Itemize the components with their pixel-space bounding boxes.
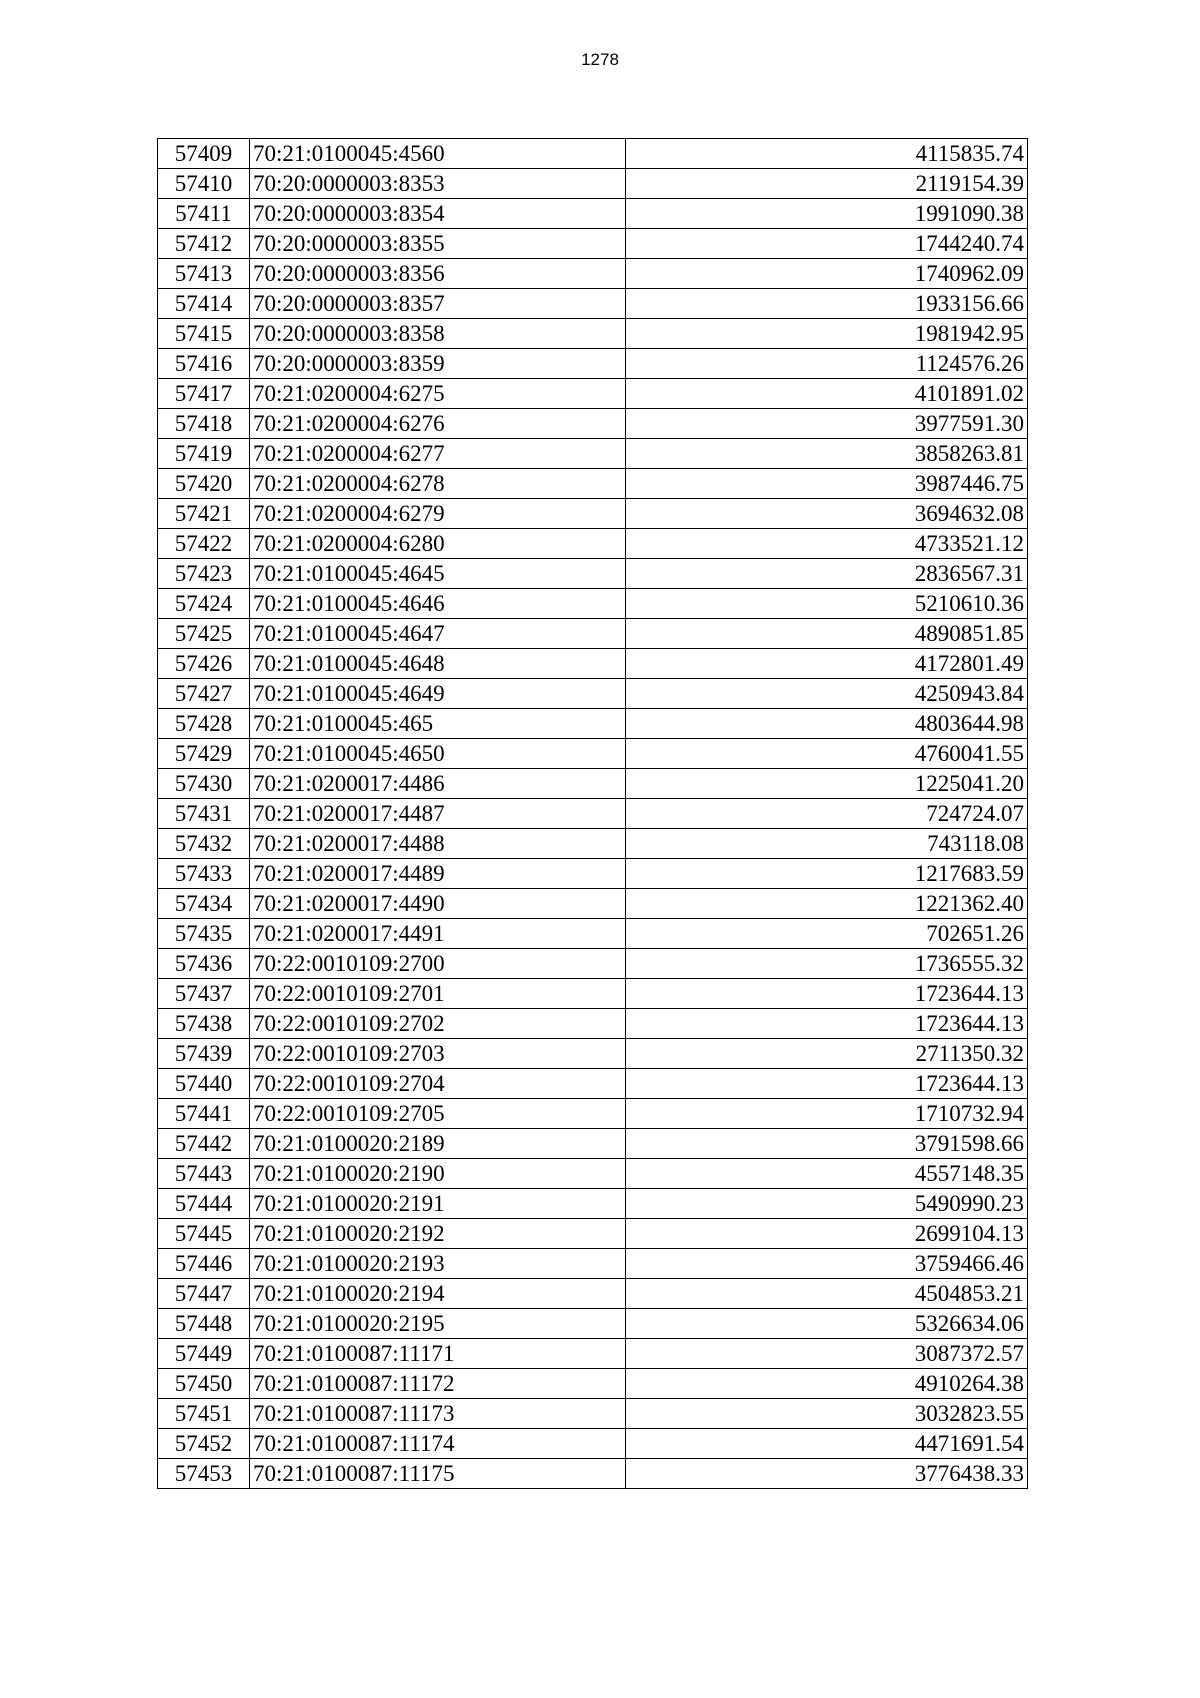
cadastral-value-cell: 702651.26 — [626, 919, 1028, 949]
cadastral-number-cell: 70:21:0100087:11171 — [250, 1339, 626, 1369]
table-row — [158, 1129, 1028, 1159]
row-number-cell: 57439 — [158, 1039, 250, 1069]
cadastral-number-cell: 70:20:0000003:8358 — [250, 319, 626, 349]
row-number-cell: 57430 — [158, 769, 250, 799]
table-row — [158, 589, 1028, 619]
cadastral-number-cell: 70:21:0200017:4490 — [250, 889, 626, 919]
row-number-cell: 57440 — [158, 1069, 250, 1099]
row-number-cell: 57438 — [158, 1009, 250, 1039]
table-row — [158, 709, 1028, 739]
cadastral-value-cell: 5210610.36 — [626, 589, 1028, 619]
table-row — [158, 1429, 1028, 1459]
table-row — [158, 1099, 1028, 1129]
table-row — [158, 1159, 1028, 1189]
cadastral-number-cell: 70:21:0100045:4646 — [250, 589, 626, 619]
row-number-cell: 57414 — [158, 289, 250, 319]
cadastral-value-cell: 3759466.46 — [626, 1249, 1028, 1279]
cadastral-number-cell: 70:21:0100020:2195 — [250, 1309, 626, 1339]
row-number-cell: 57426 — [158, 649, 250, 679]
cadastral-value-cell: 1225041.20 — [626, 769, 1028, 799]
row-number-cell: 57411 — [158, 199, 250, 229]
cadastral-value-cell: 3032823.55 — [626, 1399, 1028, 1429]
row-number-cell: 57448 — [158, 1309, 250, 1339]
cadastral-value-cell: 4504853.21 — [626, 1279, 1028, 1309]
row-number-cell: 57449 — [158, 1339, 250, 1369]
cadastral-value-cell: 3791598.66 — [626, 1129, 1028, 1159]
row-number-cell: 57417 — [158, 379, 250, 409]
row-number-cell: 57433 — [158, 859, 250, 889]
row-number-cell: 57453 — [158, 1459, 250, 1489]
table-row — [158, 319, 1028, 349]
row-number-cell: 57427 — [158, 679, 250, 709]
cadastral-value-cell: 5326634.06 — [626, 1309, 1028, 1339]
cadastral-value-cell: 1981942.95 — [626, 319, 1028, 349]
cadastral-number-cell: 70:22:0010109:2704 — [250, 1069, 626, 1099]
row-number-cell: 57420 — [158, 469, 250, 499]
cadastral-number-cell: 70:20:0000003:8354 — [250, 199, 626, 229]
cadastral-value-cell: 3776438.33 — [626, 1459, 1028, 1489]
table-row — [158, 439, 1028, 469]
cadastral-value-cell: 1736555.32 — [626, 949, 1028, 979]
cadastral-number-cell: 70:22:0010109:2703 — [250, 1039, 626, 1069]
cadastral-value-cell: 2699104.13 — [626, 1219, 1028, 1249]
cadastral-number-cell: 70:21:0100020:2194 — [250, 1279, 626, 1309]
cadastral-number-cell: 70:21:0100020:2189 — [250, 1129, 626, 1159]
row-number-cell: 57450 — [158, 1369, 250, 1399]
cadastral-number-cell: 70:21:0100087:11172 — [250, 1369, 626, 1399]
row-number-cell: 57432 — [158, 829, 250, 859]
cadastral-number-cell: 70:21:0100045:4650 — [250, 739, 626, 769]
table-row — [158, 199, 1028, 229]
table-row — [158, 859, 1028, 889]
cadastral-number-cell: 70:21:0100020:2192 — [250, 1219, 626, 1249]
row-number-cell: 57421 — [158, 499, 250, 529]
row-number-cell: 57412 — [158, 229, 250, 259]
cadastral-value-cell: 1124576.26 — [626, 349, 1028, 379]
cadastral-number-cell: 70:21:0100087:11175 — [250, 1459, 626, 1489]
cadastral-number-cell: 70:20:0000003:8359 — [250, 349, 626, 379]
row-number-cell: 57451 — [158, 1399, 250, 1429]
cadastral-value-cell: 1723644.13 — [626, 1009, 1028, 1039]
table-row — [158, 559, 1028, 589]
cadastral-value-cell: 1723644.13 — [626, 979, 1028, 1009]
cadastral-value-cell: 1933156.66 — [626, 289, 1028, 319]
cadastral-value-cell: 1744240.74 — [626, 229, 1028, 259]
table-row — [158, 1009, 1028, 1039]
row-number-cell: 57435 — [158, 919, 250, 949]
row-number-cell: 57415 — [158, 319, 250, 349]
cadastral-number-cell: 70:21:0200004:6277 — [250, 439, 626, 469]
cadastral-value-cell: 4557148.35 — [626, 1159, 1028, 1189]
table-row — [158, 619, 1028, 649]
cadastral-value-cell: 4101891.02 — [626, 379, 1028, 409]
table-row — [158, 259, 1028, 289]
row-number-cell: 57452 — [158, 1429, 250, 1459]
cadastral-value-cell: 4250943.84 — [626, 679, 1028, 709]
cadastral-number-cell: 70:21:0200004:6278 — [250, 469, 626, 499]
table-row — [158, 799, 1028, 829]
cadastral-number-cell: 70:21:0200004:6280 — [250, 529, 626, 559]
row-number-cell: 57418 — [158, 409, 250, 439]
row-number-cell: 57441 — [158, 1099, 250, 1129]
cadastral-value-cell: 2836567.31 — [626, 559, 1028, 589]
table-row — [158, 529, 1028, 559]
cadastral-value-cell: 1723644.13 — [626, 1069, 1028, 1099]
row-number-cell: 57436 — [158, 949, 250, 979]
table-row — [158, 1249, 1028, 1279]
cadastral-value-cell: 1217683.59 — [626, 859, 1028, 889]
table-row — [158, 289, 1028, 319]
row-number-cell: 57419 — [158, 439, 250, 469]
cadastral-number-cell: 70:20:0000003:8353 — [250, 169, 626, 199]
row-number-cell: 57409 — [158, 139, 250, 169]
row-number-cell: 57413 — [158, 259, 250, 289]
cadastral-number-cell: 70:22:0010109:2702 — [250, 1009, 626, 1039]
table-row — [158, 229, 1028, 259]
table-row — [158, 469, 1028, 499]
cadastral-value-cell: 4760041.55 — [626, 739, 1028, 769]
cadastral-number-cell: 70:22:0010109:2705 — [250, 1099, 626, 1129]
row-number-cell: 57424 — [158, 589, 250, 619]
cadastral-value-cell: 2711350.32 — [626, 1039, 1028, 1069]
table-row — [158, 1279, 1028, 1309]
row-number-cell: 57416 — [158, 349, 250, 379]
table-row — [158, 379, 1028, 409]
row-number-cell: 57434 — [158, 889, 250, 919]
cadastral-number-cell: 70:21:0100087:11173 — [250, 1399, 626, 1429]
cadastral-number-cell: 70:21:0200017:4488 — [250, 829, 626, 859]
row-number-cell: 57446 — [158, 1249, 250, 1279]
cadastral-number-cell: 70:22:0010109:2701 — [250, 979, 626, 1009]
row-number-cell: 57410 — [158, 169, 250, 199]
cadastral-number-cell: 70:21:0100020:2193 — [250, 1249, 626, 1279]
table-row — [158, 889, 1028, 919]
cadastral-value-cell: 5490990.23 — [626, 1189, 1028, 1219]
cadastral-number-cell: 70:21:0100045:4645 — [250, 559, 626, 589]
table-row — [158, 919, 1028, 949]
cadastral-number-cell: 70:22:0010109:2700 — [250, 949, 626, 979]
cadastral-number-cell: 70:21:0200017:4491 — [250, 919, 626, 949]
cadastral-value-cell: 4115835.74 — [626, 139, 1028, 169]
row-number-cell: 57447 — [158, 1279, 250, 1309]
cadastral-number-cell: 70:21:0200004:6279 — [250, 499, 626, 529]
cadastral-number-cell: 70:21:0200004:6275 — [250, 379, 626, 409]
cadastral-number-cell: 70:21:0100020:2191 — [250, 1189, 626, 1219]
row-number-cell: 57428 — [158, 709, 250, 739]
cadastral-value-cell: 4890851.85 — [626, 619, 1028, 649]
cadastral-value-cell: 4910264.38 — [626, 1369, 1028, 1399]
table-row — [158, 349, 1028, 379]
row-number-cell: 57431 — [158, 799, 250, 829]
table-row — [158, 1459, 1028, 1489]
cadastral-number-cell: 70:21:0100045:4648 — [250, 649, 626, 679]
cadastral-number-cell: 70:20:0000003:8357 — [250, 289, 626, 319]
cadastral-value-cell: 3987446.75 — [626, 469, 1028, 499]
table-row — [158, 679, 1028, 709]
table-row — [158, 649, 1028, 679]
table-body — [158, 139, 1028, 1489]
cadastral-number-cell: 70:21:0100045:4649 — [250, 679, 626, 709]
row-number-cell: 57443 — [158, 1159, 250, 1189]
cadastral-value-cell: 4733521.12 — [626, 529, 1028, 559]
table-row — [158, 979, 1028, 1009]
table-row — [158, 139, 1028, 169]
row-number-cell: 57422 — [158, 529, 250, 559]
cadastral-value-table — [157, 138, 1028, 1489]
table-row — [158, 949, 1028, 979]
cadastral-value-cell: 3087372.57 — [626, 1339, 1028, 1369]
cadastral-number-cell: 70:21:0100045:465 — [250, 709, 626, 739]
cadastral-value-cell: 4471691.54 — [626, 1429, 1028, 1459]
row-number-cell: 57442 — [158, 1129, 250, 1159]
page-number: 1278 — [581, 50, 619, 69]
cadastral-value-cell: 1710732.94 — [626, 1099, 1028, 1129]
table-row — [158, 169, 1028, 199]
cadastral-value-cell: 743118.08 — [626, 829, 1028, 859]
cadastral-number-cell: 70:21:0200017:4489 — [250, 859, 626, 889]
row-number-cell: 57425 — [158, 619, 250, 649]
table-row — [158, 1189, 1028, 1219]
row-number-cell: 57444 — [158, 1189, 250, 1219]
cadastral-number-cell: 70:21:0100087:11174 — [250, 1429, 626, 1459]
cadastral-number-cell: 70:21:0200017:4487 — [250, 799, 626, 829]
cadastral-value-cell: 4172801.49 — [626, 649, 1028, 679]
cadastral-value-cell: 3977591.30 — [626, 409, 1028, 439]
cadastral-value-cell: 2119154.39 — [626, 169, 1028, 199]
table-row — [158, 1399, 1028, 1429]
cadastral-value-cell: 3858263.81 — [626, 439, 1028, 469]
cadastral-value-cell: 1221362.40 — [626, 889, 1028, 919]
table-row — [158, 829, 1028, 859]
row-number-cell: 57423 — [158, 559, 250, 589]
row-number-cell: 57437 — [158, 979, 250, 1009]
table-row — [158, 1369, 1028, 1399]
table-row — [158, 499, 1028, 529]
cadastral-value-cell: 724724.07 — [626, 799, 1028, 829]
cadastral-number-cell: 70:21:0100020:2190 — [250, 1159, 626, 1189]
table-row — [158, 1039, 1028, 1069]
table-row — [158, 1309, 1028, 1339]
cadastral-value-cell: 4803644.98 — [626, 709, 1028, 739]
row-number-cell: 57445 — [158, 1219, 250, 1249]
cadastral-number-cell: 70:21:0100045:4560 — [250, 139, 626, 169]
cadastral-number-cell: 70:20:0000003:8355 — [250, 229, 626, 259]
cadastral-number-cell: 70:21:0100045:4647 — [250, 619, 626, 649]
table-row — [158, 1339, 1028, 1369]
table-row — [158, 739, 1028, 769]
table-row — [158, 1219, 1028, 1249]
cadastral-number-cell: 70:20:0000003:8356 — [250, 259, 626, 289]
cadastral-number-cell: 70:21:0200017:4486 — [250, 769, 626, 799]
cadastral-number-cell: 70:21:0200004:6276 — [250, 409, 626, 439]
table-row — [158, 409, 1028, 439]
row-number-cell: 57429 — [158, 739, 250, 769]
cadastral-value-cell: 1991090.38 — [626, 199, 1028, 229]
table-row — [158, 1069, 1028, 1099]
table-row — [158, 769, 1028, 799]
cadastral-value-cell: 1740962.09 — [626, 259, 1028, 289]
cadastral-value-cell: 3694632.08 — [626, 499, 1028, 529]
